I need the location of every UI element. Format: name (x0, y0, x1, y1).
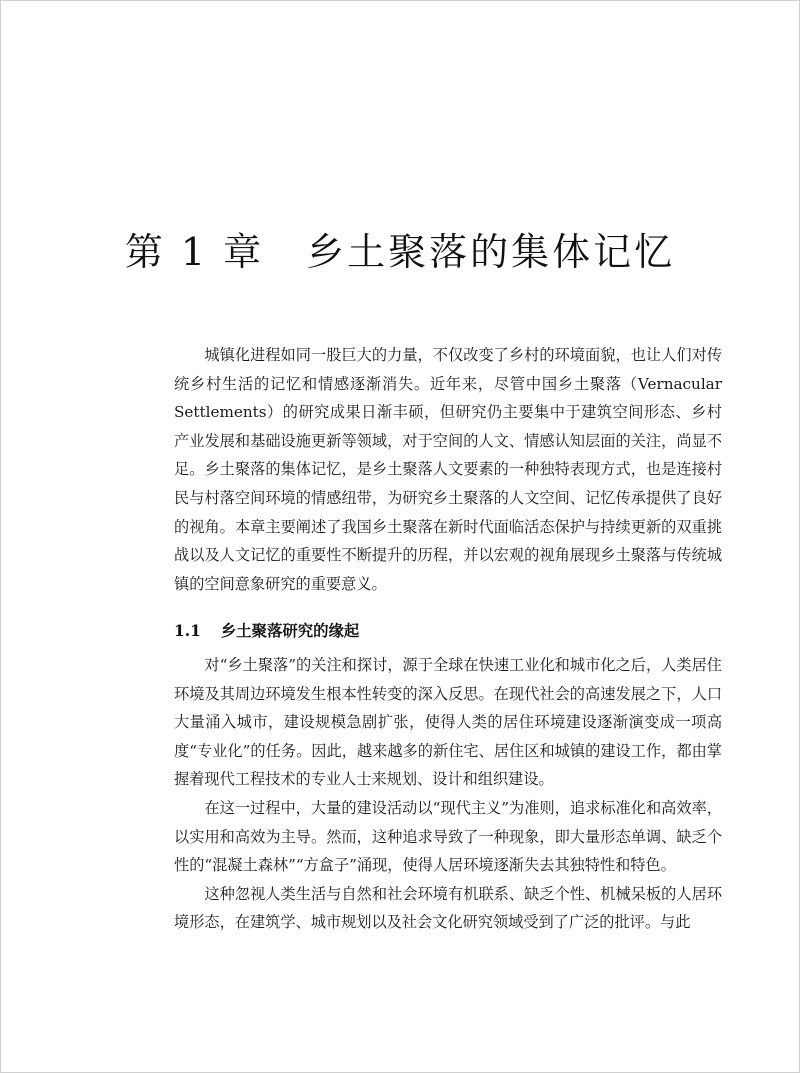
section-heading (174, 619, 359, 641)
chapter-intro (174, 341, 722, 598)
section-paragraph: 对“乡土聚落”的关注和探讨，源于全球在快速工业化和城市化之后，人类居住环境及其周边环境发生根本性转变的深入反思。在现代社会的高速发展之下，人口大量涌入城市，建设规模急剧扩张，使得人类的居住环境建设逐渐演变成一项高度“专业化”的任务。因此，越来越多的新住宅、居住区和城镇的建设工作，都由掌握着现代工程技术的专业人士来规划、设计和组织建设。 (174, 656, 722, 789)
chapter-number: 第 1 章 (124, 230, 265, 274)
section-paragraph: 这种忽视人类生活与自然和社会环境有机联系、缺乏个性、机械呆板的人居环境形态，在建筑学、城市规划以及社会文化研究领域受到了广泛的批评。与此 (174, 884, 722, 932)
section-paragraph: 在这一过程中，大量的建设活动以“现代主义”为准则，追求标准化和高效率，以实用和高效为主导。然而，这种追求导致了一种现象，即大量形态单调、缺乏个性的“混凝土森林”“方盒子”涌现，使得人居环境逐渐失去其独特性和特色。 (174, 798, 722, 875)
section-title: 乡土聚落研究的缘起 (220, 622, 360, 640)
chapter-title (1, 221, 799, 276)
intro-paragraph: 城镇化进程如同一股巨大的力量，不仅改变了乡村的环境面貌，也让人们对传统乡村生活的记忆和情感逐渐消失。近年来，尽管中国乡土聚落（Vernacular Settlements）的研究成果日渐丰硕，但研究仍主要集中于建筑空间形态、乡村产业发展和基础设施更新等领域，对于空间的人文、情感认知层面的关注，尚显不足。乡土聚落的集体记忆，是乡土聚落人文要素的一种独特表现方式，也是连接村民与村落空间环境的情感纽带，为研究乡土聚落的人文空间、记忆传承提供了良好的视角。本章主要阐述了我国乡土聚落在新时代面临活态保护与持续更新的双重挑战以及人文记忆的重要性不断提升的历程，并以宏观的视角展现乡土聚落与传统城镇的空间意象研究的重要意义。 (174, 346, 722, 593)
section-body (174, 651, 722, 937)
chapter-name: 乡土聚落的集体记忆 (306, 230, 676, 274)
section-number: 1.1 (174, 622, 201, 640)
